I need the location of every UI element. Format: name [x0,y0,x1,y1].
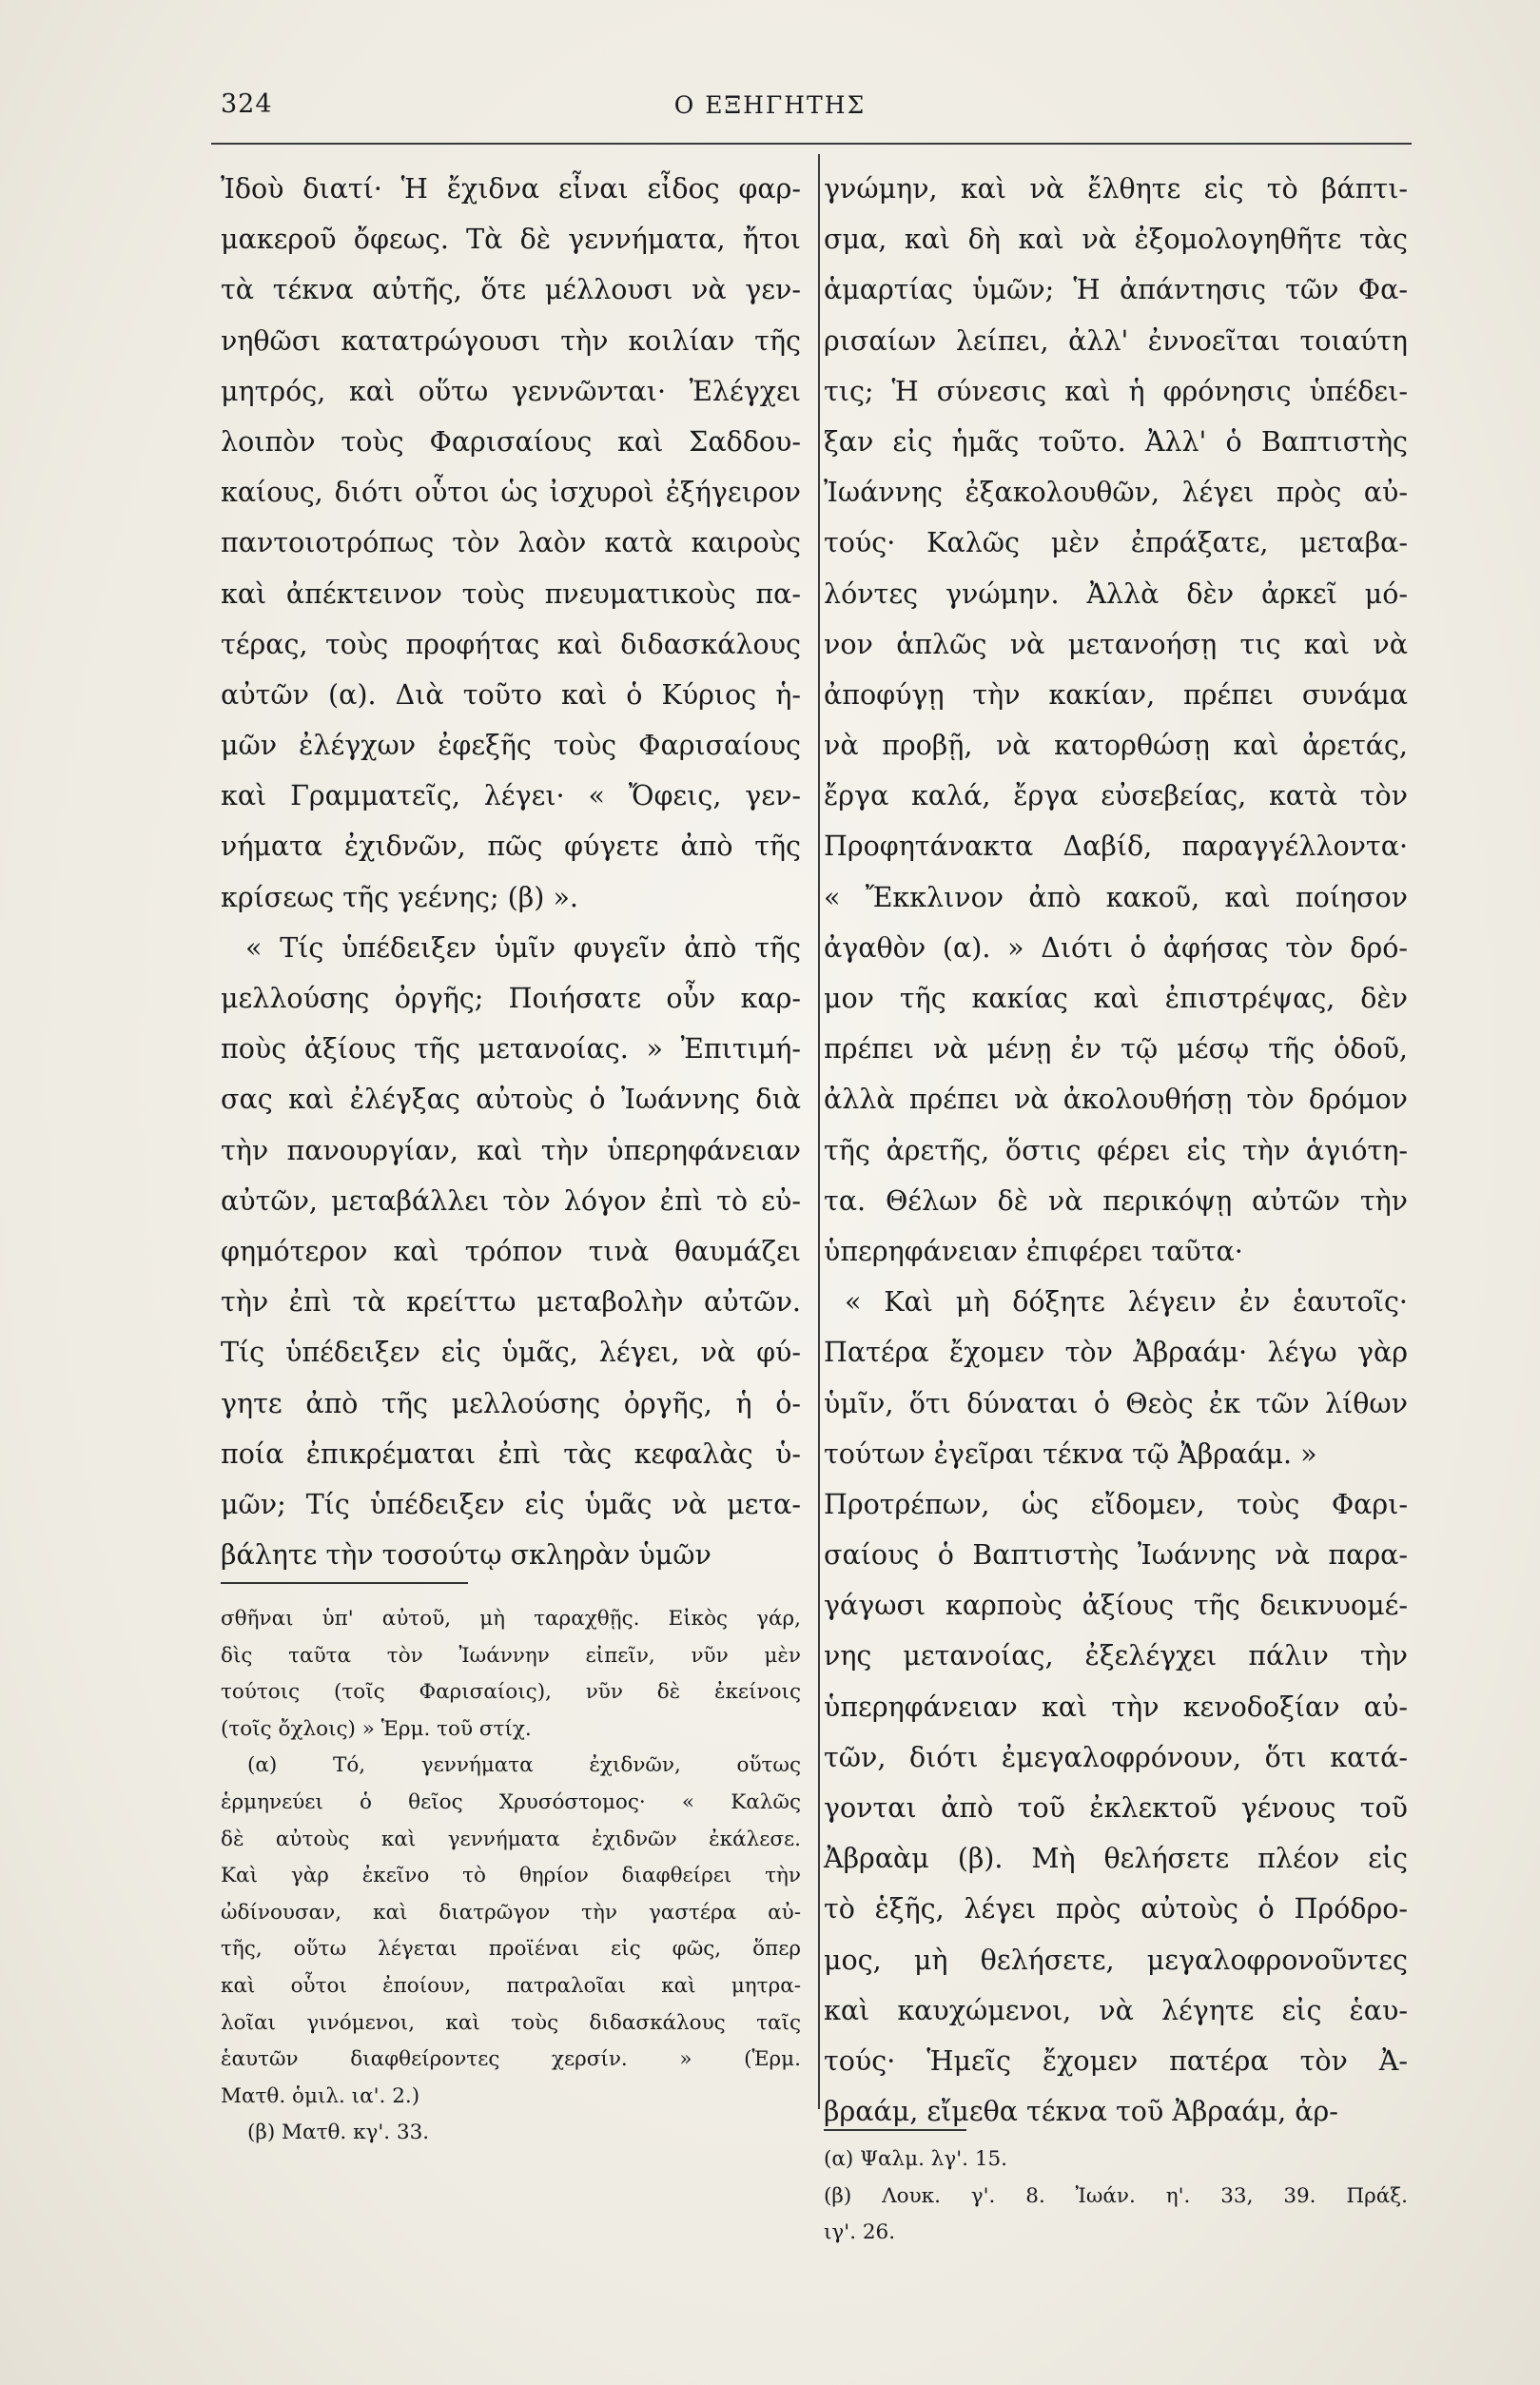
text-line: ρισαίων λείπει, ἀλλ' ἐννοεῖται τοιαύτη [824,324,1408,357]
text-line: γητε ἀπὸ τῆς μελλούσης ὀργῆς, ἡ ὁ- [221,1387,801,1419]
text-line: γνώμην, καὶ νὰ ἔλθητε εἰς τὸ βάπτι- [824,173,1408,205]
text-line: ἀποφύγῃ τὴν κακίαν, πρέπει συνάμα [824,678,1408,711]
text-line: μητρός, καὶ οὕτω γεννῶνται· Ἐλέγχει [221,375,801,407]
footnote-line: (α) Ψαλμ. λγ'. 15. [824,2147,1008,2171]
text-line: « Ἔκκλινον ἀπὸ κακοῦ, καὶ ποίησον [824,881,1408,913]
text-line: ποὺς ἀξίους τῆς μετανοίας. » Ἐπιτιμή- [221,1033,801,1065]
text-line: Ἀβραὰμ (β). Μὴ θελήσετε πλέον εἰς [824,1843,1408,1875]
text-line: γάγωσι καρποὺς ἀξίους τῆς δεικνυομέ- [824,1590,1408,1622]
text-line: βάλητε τὴν τοσούτῳ σκληρὰν ὑμῶν [221,1539,712,1572]
text-line: νης μετανοίας, ἐξελέγχει πάλιν τὴν [824,1640,1408,1672]
text-line: μος, μὴ θελήσετε, μεγαλοφρονοῦντες [824,1944,1408,1976]
footnote-line: τούτοις (τοῖς Φαρισαίοις), νῦν δὲ ἐκείνοις [221,1680,801,1705]
text-line: νον ἁπλῶς νὰ μετανοήσῃ τις καὶ νὰ [824,628,1408,660]
footnote-line: ὠδίνουσαν, καὶ διατρῶγον τὴν γαστέρα αὐ- [221,1900,801,1925]
footnote-line: Καὶ γὰρ ἐκεῖνο τὸ θηρίον διαφθείρει τὴν [221,1864,801,1888]
text-line: τούς· Ἡμεῖς ἔχομεν πατέρα τὸν Ἀ- [824,2044,1408,2077]
text-line: τὴν ἐπὶ τὰ κρείττω μεταβολὴν αὐτῶν. [221,1286,801,1319]
text-line: καὶ ἀπέκτεινον τοὺς πνευματικοὺς πα- [221,577,801,610]
text-line: ἀγαθὸν (α). » Διότι ὁ ἀφήσας τὸν δρό- [824,931,1408,964]
footnote-line: καὶ οὗτοι ἐποίουν, πατραλοῖαι καὶ μητρα- [221,1973,801,1998]
footnote-line: τῆς, οὕτω λέγεται προϊέναι εἰς φῶς, ὅπερ [221,1937,801,1962]
text-line: σαίους ὁ Βαπτιστὴς Ἰωάννης νὰ παρα- [824,1539,1408,1572]
left-column [221,164,801,1580]
footnote-line: σθῆναι ὑπ' αὐτοῦ, μὴ ταραχθῇς. Εἰκὸς γάρ, [221,1607,801,1631]
text-line: μελλούσης ὀργῆς; Ποιήσατε οὖν καρ- [221,983,801,1014]
text-line: τῶν, διότι ἐμεγαλοφρόνουν, ὅτι κατά- [824,1741,1408,1773]
text-line: αὐτῶν (α). Διὰ τοῦτο καὶ ὁ Κύριος ἡ- [221,678,801,711]
right-column [820,164,1408,2137]
header-rule [211,143,1412,145]
text-line: καὶ καυχώμενοι, νὰ λέγητε εἰς ἑαυ- [824,1994,1408,2026]
text-line: ὑπερηφάνειαν ἐπιφέρει ταῦτα· [824,1235,1243,1267]
text-line: Πατέρα ἔχομεν τὸν Ἀβραάμ· λέγω γὰρ [824,1337,1408,1369]
text-line: σας καὶ ἐλέγξας αὐτοὺς ὁ Ἰωάννης διὰ [221,1084,801,1116]
text-line: τῆς ἀρετῆς, ὅστις φέρει εἰς τὴν ἁγιότη- [824,1134,1408,1166]
text-line: νήματα ἐχιδνῶν, πῶς φύγετε ἀπὸ τῆς [221,831,801,863]
text-line: πρέπει νὰ μένῃ ἐν τῷ μέσῳ τῆς ὁδοῦ, [824,1033,1408,1065]
text-line: Προφητάνακτα Δαβίδ, παραγγέλλοντα· [824,831,1408,863]
footnote-line: (α) Τό, γεννήματα ἐχιδνῶν, οὕτως [247,1753,801,1778]
footnote-line: δὶς ταῦτα τὸν Ἰωάννην εἰπεῖν, νῦν μὲν [221,1643,801,1668]
text-line: τα. Θέλων δὲ νὰ περικόψῃ αὐτῶν τὴν [824,1184,1408,1217]
footnote-line: (β) Ματθ. κγ'. 33. [247,2121,430,2145]
text-line: λοιπὸν τοὺς Φαρισαίους καὶ Σαδδου- [221,425,801,458]
footnote-line: ιγ'. 26. [824,2220,896,2245]
text-line: καὶ Γραμματεῖς, λέγει· « Ὄφεις, γεν- [221,780,801,812]
text-line: μῶν ἐλέγχων ἐφεξῆς τοὺς Φαρισαίους [221,730,801,762]
footnote-line: δὲ αὐτοὺς καὶ γεννήματα ἐχιδνῶν ἐκάλεσε. [221,1827,801,1851]
text-line: λόντες γνώμην. Ἀλλὰ δὲν ἀρκεῖ μό- [824,577,1408,610]
running-title: Ο ΕΞΗΓΗΤΗΣ [673,91,867,119]
text-line: « Καὶ μὴ δόξητε λέγειν ἐν ἑαυτοῖς· [845,1286,1408,1319]
footnote-line: λοῖαι γινόμενοι, καὶ τοὺς διδασκάλους ταῖς [221,2010,801,2035]
text-line: βραάμ, εἴμεθα τέκνα τοῦ Ἀβραάμ, ἀρ- [824,2096,1338,2128]
text-line: ποία ἐπικρέμαται ἐπὶ τὰς κεφαλὰς ὑ- [221,1437,801,1470]
text-line: φημότερον καὶ τρόπον τινὰ θαυμάζει [221,1235,801,1267]
footnote-line: Ματθ. ὁμιλ. ια'. 2.) [221,2083,420,2108]
text-line: γονται ἀπὸ τοῦ ἐκλεκτοῦ γένους τοῦ [824,1792,1408,1824]
text-line: σμα, καὶ δὴ καὶ νὰ ἐξομολογηθῆτε τὰς [824,224,1408,256]
text-line: Ἰωάννης ἐξακολουθῶν, λέγει πρὸς αὐ- [824,477,1408,509]
text-line: ἔργα καλά, ἔργα εὐσεβείας, κατὰ τὸν [824,780,1408,812]
left-footnotes [221,1601,801,2152]
text-line: Ἰδοὺ διατί· Ἡ ἔχιδνα εἶναι εἶδος φαρ- [221,173,801,205]
text-line: μον τῆς κακίας καὶ ἐπιστρέψας, δὲν [824,983,1408,1014]
footnote-line: (τοῖς ὄχλοις) » Ἑρμ. τοῦ στίχ. [221,1716,532,1741]
text-line: μακεροῦ ὄφεως. Τὰ δὲ γεννήματα, ἤτοι [221,224,801,256]
text-line: Προτρέπων, ὡς εἴδομεν, τοὺς Φαρι- [824,1488,1408,1520]
right-footnote-rule [824,2129,966,2131]
text-line: ἁμαρτίας ὑμῶν; Ἡ ἀπάντησις τῶν Φα- [824,274,1408,306]
text-line: ἀλλὰ πρέπει νὰ ἀκολουθήσῃ τὸν δρόμον [824,1084,1408,1116]
text-line: ξαν εἰς ἡμᾶς τοῦτο. Ἀλλ' ὁ Βαπτιστὴς [824,425,1408,458]
text-line: « Τίς ὑπέδειξεν ὑμῖν φυγεῖν ἀπὸ τῆς [245,931,801,964]
text-line: αὐτῶν, μεταβάλλει τὸν λόγον ἐπὶ τὸ εὐ- [221,1184,801,1217]
text-line: τούς· Καλῶς μὲν ἐπράξατε, μεταβα- [824,527,1408,559]
footnote-line: ἑρμηνεύει ὁ θεῖος Χρυσόστομος· « Καλῶς [221,1789,801,1814]
footnote-line: (β) Λουκ. γ'. 8. Ἰωάν. η'. 33, 39. Πράξ. [824,2183,1408,2208]
right-footnotes [824,2141,1408,2252]
text-line: καίους, διότι οὗτοι ὡς ἰσχυροὶ ἐξήγειρον [221,477,801,509]
left-footnote-rule [221,1582,468,1584]
text-line: τὴν πανουργίαν, καὶ τὴν ὑπερηφάνειαν [221,1134,801,1166]
text-line: παντοιοτρόπως τὸν λαὸν κατὰ καιροὺς [221,527,801,559]
text-line: τούτων ἐγεῖραι τέκνα τῷ Ἀβραάμ. » [824,1437,1317,1470]
page-number: 324 [221,89,273,119]
text-line: νὰ προβῇ, νὰ κατορθώσῃ καὶ ἀρετάς, [824,730,1408,762]
text-line: τὰ τέκνα αὐτῆς, ὅτε μέλλουσι νὰ γεν- [221,274,801,306]
text-line: ὑμῖν, ὅτι δύναται ὁ Θεὸς ἐκ τῶν λίθων [824,1387,1408,1419]
text-line: τέρας, τοὺς προφήτας καὶ διδασκάλους [221,628,801,660]
footnote-line: ἑαυτῶν διαφθείροντες χερσίν. » (Ἑρμ. [221,2047,801,2072]
text-line: κρίσεως τῆς γεένης; (β) ». [221,881,578,913]
text-line: ὑπερηφάνειαν καὶ τὴν κενοδοξίαν αὐ- [824,1691,1408,1723]
text-line: τὸ ἑξῆς, λέγει πρὸς αὐτοὺς ὁ Πρόδρο- [824,1893,1408,1926]
text-line: μῶν; Τίς ὑπέδειξεν εἰς ὑμᾶς νὰ μετα- [221,1488,801,1520]
text-line: νηθῶσι κατατρώγουσι τὴν κοιλίαν τῆς [221,324,801,357]
text-line: Τίς ὑπέδειξεν εἰς ὑμᾶς, λέγει, νὰ φύ- [221,1337,801,1369]
page-header [0,89,1540,127]
text-line: τις; Ἡ σύνεσις καὶ ἡ φρόνησις ὑπέδει- [824,375,1408,407]
